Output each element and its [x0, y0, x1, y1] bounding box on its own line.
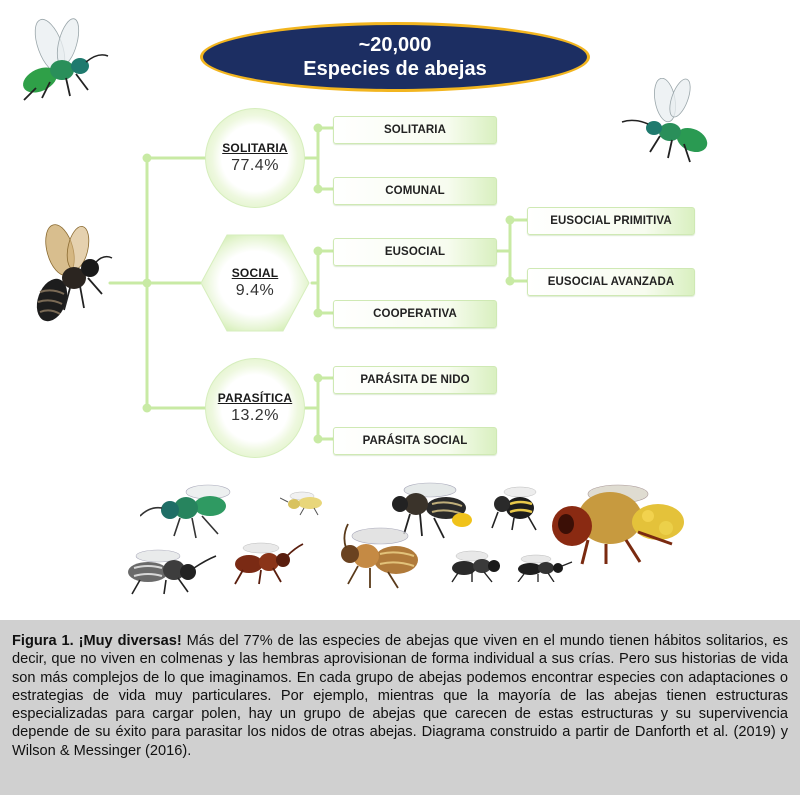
category-eusocial: EUSOCIAL	[333, 238, 497, 266]
category-comunal: COMUNAL	[333, 177, 497, 205]
bee-specimen-icon	[140, 480, 240, 540]
group-percent: 77.4%	[231, 157, 279, 174]
honeybee-icon	[30, 222, 115, 327]
green-bee-icon	[10, 8, 110, 103]
figure-caption	[0, 620, 800, 795]
title-oval	[200, 22, 590, 92]
category-parasita-de-nido: PARÁSITA DE NIDO	[333, 366, 497, 394]
caption-label: Figura 1. ¡Muy diversas!	[12, 633, 182, 649]
group-percent: 13.2%	[231, 407, 279, 424]
group-percent: 9.4%	[235, 282, 275, 299]
bee-specimen-icon	[118, 546, 218, 596]
group-name: SOCIAL	[231, 266, 279, 280]
green-bee-icon	[620, 78, 715, 166]
group-name: SOLITARIA	[222, 141, 288, 155]
bee-specimen-icon	[442, 548, 507, 583]
group-name: PARASÍTICA	[217, 391, 293, 405]
category-solitaria: SOLITARIA	[333, 116, 497, 144]
group-social	[199, 233, 311, 333]
species-label: Especies de abejas	[303, 58, 487, 80]
bee-specimen-icon	[330, 520, 430, 590]
caption-text: Más del 77% de las especies de abejas que viven en el mundo tienen hábitos solitarios, es decir, que no viven en colmenas y las hembras aprovisionan de forma individual a sus crías. Pero sus historias de vida son más complejos de lo que imaginamos. En cada grupo de abejas podemos encontrar especies con adaptaciones o estrategias de vida muy particulares. Por ejemplo, mientras que la mayoría de las abejas tienen estructuras especializadas para cargar polen, hay un grupo de abejas que carecen de estas estructuras y su supervivencia depende de su éxito para parasitar los nidos de otras abejas. Diagrama construido a partir de Danforth et al. (2019) y Wilson & Messinger (2016).	[12, 633, 788, 759]
bee-specimen-icon	[486, 484, 546, 532]
species-count: ~20,000	[358, 34, 432, 56]
group-solitaria	[205, 108, 305, 208]
category-eusocial-avanzada: EUSOCIAL AVANZADA	[527, 268, 695, 296]
bee-specimen-icon	[280, 488, 335, 516]
bee-specimen-icon	[225, 540, 305, 585]
group-parasitica	[205, 358, 305, 458]
category-cooperativa: COOPERATIVA	[333, 300, 497, 328]
bee-specimen-icon	[508, 552, 573, 582]
category-parasita-social: PARÁSITA SOCIAL	[333, 427, 497, 455]
category-eusocial-primitiva: EUSOCIAL PRIMITIVA	[527, 207, 695, 235]
